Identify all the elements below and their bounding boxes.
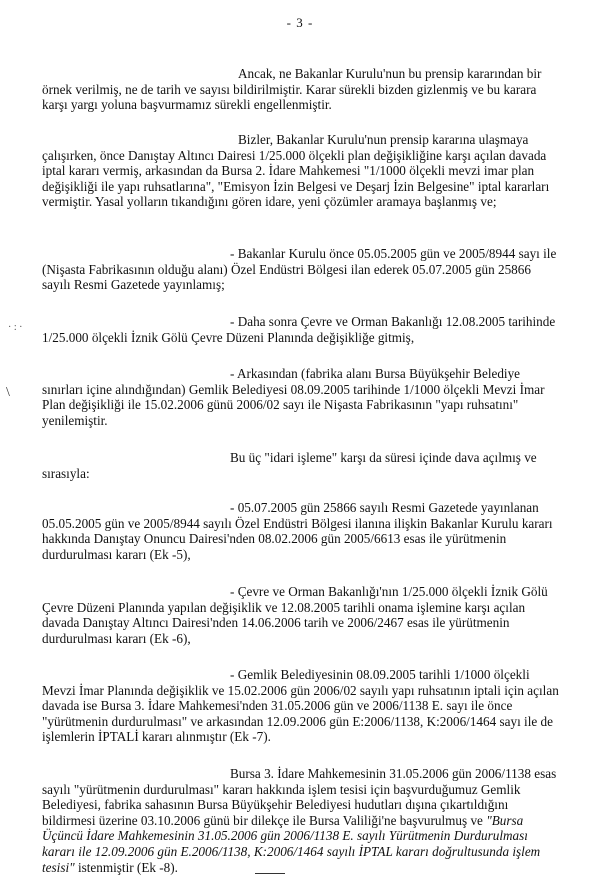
paragraph-7 bbox=[42, 500, 560, 562]
paragraph-3-text: - Bakanlar Kurulu önce 05.05.2005 gün ve 2005/8944 sayı ile (Nişasta Fabrikasının olduğu alanı) Özel Endüstri Bölgesi ilan ederek 05.07.2005 gün 25866 sayılı Resmi Gazetede yayınlamış; bbox=[42, 246, 557, 293]
paragraph-2 bbox=[42, 132, 560, 210]
paragraph-4 bbox=[42, 314, 560, 345]
paragraph-9-text: - Gemlik Belediyesinin 08.09.2005 tarihli 1/1000 ölçekli Mevzi İmar Planında değişiklik ve 15.02.2006 gün 2006/02 sayılı yapı ruhsatının iptali için açılan davada ise Bursa 3. İdare Mahkemesi'nden 31.05.2006 gün ve 2006/1138 E. sayı ile önce "yürütmenin durdurulması" ve arkasından 12.09.2006 gün E:2006/1138, K:2006/1464 sayı ile de işlemlerin İPTALİ kararı alınmıştır (Ek -7). bbox=[42, 667, 559, 745]
paragraph-5 bbox=[42, 366, 560, 428]
paragraph-7-text: - 05.07.2005 gün 25866 sayılı Resmi Gazetede yayınlanan 05.05.2005 gün ve 2005/8944 sayılı Özel Endüstri Bölgesi ilanına ilişkin Bakanlar Kurulu kararı hakkında Danıştay Onuncu Dairesi'nden 08.02.2006 gün 2005/6613 esas ile yürütmenin durdurulması kararı (Ek -5), bbox=[42, 500, 553, 562]
paragraph-8-text: - Çevre ve Orman Bakanlığı'nın 1/25.000 ölçekli İznik Gölü Çevre Düzeni Planında yapılan değişiklik ve 12.08.2005 tarihli onama işlemine karşı açılan davada Danıştay Altıncı Dairesi'nden 14.06.2006 tarih ve 2006/2467 esas ile yürütmenin durdurulması kararı (Ek -6), bbox=[42, 584, 548, 646]
paragraph-10-text: Bursa 3. İdare Mahkemesinin 31.05.2006 gün 2006/1138 esas sayılı "yürütmenin durdurulması" kararı hakkında işlem tesisi için başvurduğumuz Gemlik Belediyesi, fabrika sahasının Bursa Büyükşehir Belediyesi hudutları dışına çıkartıldığını bildirmesi üzerine 03.10.2006 günü bir dilekçe ile Bursa Valiliği'ne başvurulmuş ve bbox=[42, 766, 557, 828]
paragraph-9 bbox=[42, 667, 560, 745]
page-number: - 3 - bbox=[286, 15, 314, 30]
paragraph-10-italic: "Bursa Üçüncü İdare Mahkemesinin 31.05.2006 gün 2006/1138 E. sayılı Yürütmenin Durdurulması kararı ile 12.09.2006 gün E.2006/1138, K:2006/1464 sayılı İPTAL kararı doğrultusunda işlem tesisi" bbox=[42, 812, 541, 875]
margin-slash: \ bbox=[6, 385, 10, 400]
paragraph-4-text: - Daha sonra Çevre ve Orman Bakanlığı 12.08.2005 tarihinde 1/25.000 ölçekli İznik Gölü Çevre Düzeni Planında değişikliğe gitmiş, bbox=[42, 314, 556, 345]
paragraph-6-text: Bu üç "idari işleme" karşı da süresi içinde dava açılmış ve sırasıyla: bbox=[42, 450, 537, 481]
paragraph-10-tail: istenmiştir (Ek -8). bbox=[74, 859, 178, 875]
paragraph-2-text: Bizler, Bakanlar Kurulu'nun prensip kararına ulaşmaya çalışırken, önce Danıştay Altıncı Dairesi 1/25.000 ölçekli plan değişikliğine karşı açılan davada iptal kararı vermiş, arkasından da Bursa 2. İdare Mahkemesi "1/1000 ölçekli mevzi imar plan değişikliği ile yapı ruhsatlarına", "Emisyon İzin Belgesi ve Deşarj İzin Belgesine" iptal kararları vermiştir. Yasal yolların tıkandığını gören idare, yeni çözümler aramaya başlanmış ve; bbox=[42, 132, 550, 210]
paragraph-10 bbox=[42, 766, 560, 875]
paragraph-3 bbox=[42, 246, 560, 293]
paragraph-8 bbox=[42, 584, 560, 646]
paragraph-6 bbox=[42, 450, 560, 481]
paragraph-1-text: Ancak, ne Bakanlar Kurulu'nun bu prensip kararından bir örnek verilmiş, ne de tarih ve sayısı bildirilmiştir. Karar sürekli bizden gizlenmiş ve bu karara karşı yargı yoluna başvurmamız sürekli engellenmiştir. bbox=[42, 66, 542, 113]
paragraph-5-text: - Arkasından (fabrika alanı Bursa Büyükşehir Belediye sınırları içine alındığından) Gemlik Belediyesi 08.09.2005 tarihinde 1/1000 ölçekli Mevzi İmar Plan değişikliği ile 15.02.2006 günü 2006/02 sayı ile Nişasta Fabrikasının "yapı ruhsatını" yenilemiştir. bbox=[42, 366, 545, 428]
paragraph-1 bbox=[42, 66, 560, 113]
bottom-rule bbox=[255, 873, 285, 874]
margin-mark: · : · bbox=[8, 322, 23, 333]
